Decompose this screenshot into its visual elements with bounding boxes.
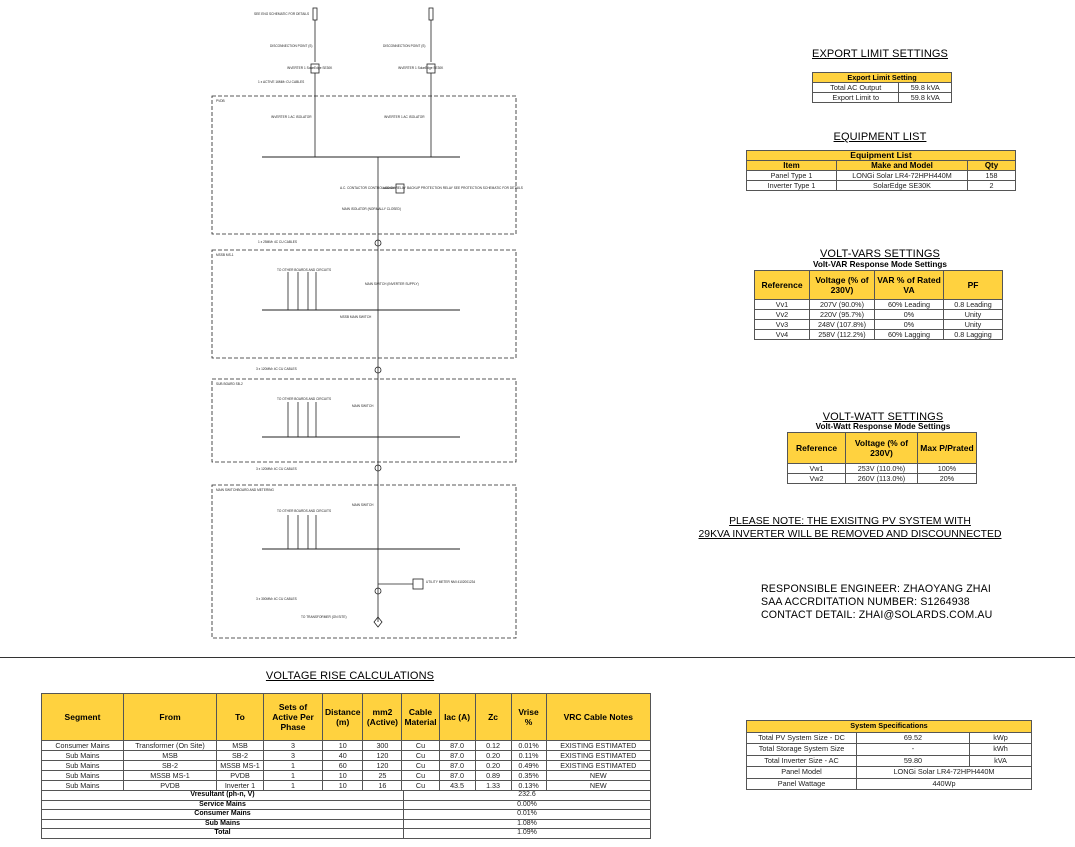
sld-label-mssb: MSSB MS-1 (216, 253, 234, 257)
table-row (42, 771, 651, 781)
equipment-cell: Inverter Type 1 (747, 181, 837, 191)
vv-cell: 60% Lagging (875, 330, 944, 340)
vrc-cell: MSSB MS-1 (217, 761, 264, 771)
vv-header: PF (944, 271, 1003, 300)
equipment-cell: SolarEdge SE30K (837, 181, 968, 191)
vrc-cell: 3 (264, 751, 323, 761)
table-row (788, 474, 977, 484)
vv-cell: Vv3 (755, 320, 810, 330)
vrc-cell: Cu (402, 781, 439, 791)
vv-cell: 0% (875, 320, 944, 330)
vrc-cell: Sub Mains (42, 781, 124, 791)
sld-label-msb: MAIN SWITCHBOARD AND METERING (216, 488, 274, 492)
sld-label-sb2: SUB BOARD SB-2 (216, 382, 243, 386)
vrc-cell: Cu (402, 761, 439, 771)
vv-cell: Vv1 (755, 300, 810, 310)
summary-value: 1.08% (404, 819, 651, 829)
vrc-cell: 87.0 (439, 751, 475, 761)
vrc-cell: MSB (217, 741, 264, 751)
section-divider (0, 657, 1075, 658)
table-row (747, 767, 1032, 779)
system-label: Total PV System Size - DC (747, 732, 857, 744)
vrc-cell: 40 (323, 751, 363, 761)
vrc-cell: 0.49% (511, 761, 546, 771)
sld-label-protection: BACKUP PROTECTION RELAY SEE PROTECTION SCHEMATIC FOR DETAILS (407, 186, 523, 190)
table-row (755, 310, 1003, 320)
equipment-list-heading: EQUIPMENT LIST (833, 131, 927, 143)
vw-cell: Vw1 (788, 464, 846, 474)
vrc-header: From (124, 694, 217, 741)
table-row (42, 810, 651, 820)
vv-cell: Vv2 (755, 310, 810, 320)
vrc-cell: 120 (363, 761, 402, 771)
vrc-cell: 0.20 (475, 751, 511, 761)
vrc-header: Distance (m) (323, 694, 363, 741)
vrc-cell: Cu (402, 771, 439, 781)
vrc-cell: MSB (124, 751, 217, 761)
table-row (813, 83, 952, 93)
sld-label-main-switch-2: MAIN SWITCH (352, 404, 374, 408)
vrc-cell: MSSB MS-1 (124, 771, 217, 781)
table-row (42, 741, 651, 751)
vw-header: Voltage (% of 230V) (846, 433, 918, 464)
summary-label: Sub Mains (42, 819, 404, 829)
vrc-header: Vrise % (511, 694, 546, 741)
table-row (788, 464, 977, 474)
table-row (747, 755, 1032, 767)
vrc-cell: PVDB (217, 771, 264, 781)
vrc-cell: EXISTING ESTIMATED (546, 751, 650, 761)
vv-cell: 220V (95.7%) (810, 310, 875, 320)
export-row-label: Export Limit to (813, 93, 899, 103)
engineer-contact: CONTACT DETAIL: ZHAI@SOLARDS.COM.AU (761, 609, 993, 621)
table-row (755, 300, 1003, 310)
vrc-cell: Consumer Mains (42, 741, 124, 751)
vrc-cell: 87.0 (439, 741, 475, 751)
summary-label: Service Mains (42, 800, 404, 810)
vrc-cell: EXISTING ESTIMATED (546, 761, 650, 771)
vrc-cell: 300 (363, 741, 402, 751)
equipment-table (746, 150, 1016, 191)
vv-cell: Unity (944, 320, 1003, 330)
system-label: Total Inverter Size - AC (747, 755, 857, 767)
sld-label-cable-2: 1 x 25MM² 4C CU CABLES (258, 240, 297, 244)
vv-cell: 0.8 Leading (944, 300, 1003, 310)
summary-value: 0.00% (404, 800, 651, 810)
table-row (42, 791, 651, 801)
sld-label-inverter-right: INVERTER 1 SolarEdge SE30K (398, 66, 444, 70)
system-unit: kWp (970, 732, 1032, 744)
vrc-cell: 0.11% (511, 751, 546, 761)
vw-header: Reference (788, 433, 846, 464)
vv-cell: 248V (107.8%) (810, 320, 875, 330)
vrc-cell: 0.12 (475, 741, 511, 751)
vrc-header: Sets of Active Per Phase (264, 694, 323, 741)
vv-cell: 0.8 Lagging (944, 330, 1003, 340)
equipment-cell: 158 (968, 171, 1016, 181)
note-line: 29KVA INVERTER WILL BE REMOVED AND DISCOUNNECTED (698, 528, 1002, 540)
system-value: 59.80 (857, 755, 970, 767)
table-row (42, 829, 651, 839)
vrc-cell: NEW (546, 771, 650, 781)
sld-label-inverter-left: INVERTER 1 SolarEdge SE30K (287, 66, 333, 70)
vrc-header: VRC Cable Notes (546, 694, 650, 741)
summary-value: 232.6 (404, 791, 651, 801)
vrc-cell: Sub Mains (42, 761, 124, 771)
voltage-rise-table (41, 693, 651, 791)
volt-watt-table (787, 432, 977, 484)
vrc-cell: 87.0 (439, 761, 475, 771)
vrc-cell: 60 (323, 761, 363, 771)
vrc-cell: SB-2 (124, 761, 217, 771)
sld-label-main-isolator: MAIN ISOLATOR (NORMALLY CLOSED) (342, 207, 401, 211)
vrc-cell: 1.33 (475, 781, 511, 791)
vv-cell: Vv4 (755, 330, 810, 340)
sld-label-transformer: TO TRANSFORMER (ON SITE) (301, 615, 347, 619)
vv-cell: Unity (944, 310, 1003, 320)
note-line: PLEASE NOTE: THE EXISITNG PV SYSTEM WITH (729, 516, 971, 527)
vrc-header: Iac (A) (439, 694, 475, 741)
table-row (747, 181, 1016, 191)
system-value: 440Wp (857, 778, 1032, 790)
sld-label-conn-left: DISCONNECTION POINT (S) (270, 44, 313, 48)
sld-label-main-switch-3: MAIN SWITCH (352, 503, 374, 507)
vv-header: Reference (755, 271, 810, 300)
vrc-cell: 0.20 (475, 761, 511, 771)
sld-label-other-1: TO OTHER BOARDS AND CIRCUITS (277, 268, 332, 272)
vrc-cell: 0.35% (511, 771, 546, 781)
table-row (747, 171, 1016, 181)
equipment-cell: Panel Type 1 (747, 171, 837, 181)
system-value: - (857, 744, 970, 756)
summary-label: Consumer Mains (42, 810, 404, 820)
vw-header: Max P/Prated (918, 433, 977, 464)
volt-var-heading: VOLT-VARS SETTINGS (820, 248, 940, 260)
table-row (747, 732, 1032, 744)
vrc-cell: SB-2 (217, 751, 264, 761)
sld-label-cable-3: 3 x 120MM² 4C CU CABLES (256, 367, 297, 371)
vw-cell: 253V (110.0%) (846, 464, 918, 474)
summary-label: Total (42, 829, 404, 839)
vrc-cell: 10 (323, 781, 363, 791)
sld-label-main-switch-1: MAIN SWITCH (INVERTER SUPPLY) (365, 282, 419, 286)
sld-label-cable-5: 3 x 300MM² 4C CU CABLES (256, 597, 297, 601)
system-value: 69.52 (857, 732, 970, 744)
single-line-diagram (0, 0, 540, 650)
system-specifications-table (746, 720, 1032, 790)
vrc-cell: 87.0 (439, 771, 475, 781)
export-row-value: 59.8 kVA (899, 83, 952, 93)
vrc-cell: 0.89 (475, 771, 511, 781)
engineer-name: RESPONSIBLE ENGINEER: ZHAOYANG ZHAI (761, 583, 991, 595)
volt-var-table (754, 270, 1003, 340)
table-row (42, 761, 651, 771)
vrc-header: Segment (42, 694, 124, 741)
sld-label-mssb-main: MSSB MAIN SWITCH (340, 315, 372, 319)
vrc-cell: PVDB (124, 781, 217, 791)
vw-cell: Vw2 (788, 474, 846, 484)
table-row (747, 778, 1032, 790)
export-limit-caption: Export Limit Setting (813, 73, 952, 83)
vv-cell: 0% (875, 310, 944, 320)
table-row (755, 330, 1003, 340)
table-row (747, 744, 1032, 756)
vrc-cell: 10 (323, 771, 363, 781)
sld-label-top: SEE ENG SCHEMATIC FOR DETAILS (254, 12, 310, 16)
sld-label-pvdb: PVDB (216, 99, 225, 103)
summary-value: 1.09% (404, 829, 651, 839)
vrc-cell: 16 (363, 781, 402, 791)
vv-cell: 258V (112.2%) (810, 330, 875, 340)
vrc-cell: Transformer (On Site) (124, 741, 217, 751)
system-value: LONGi Solar LR4-72HPH440M (857, 767, 1032, 779)
vrc-cell: 43.5 (439, 781, 475, 791)
vrc-cell: Inverter 1 (217, 781, 264, 791)
vrc-cell: 0.13% (511, 781, 546, 791)
system-label: Panel Model (747, 767, 857, 779)
vrc-cell: Sub Mains (42, 751, 124, 761)
table-row (42, 751, 651, 761)
export-limit-table (812, 72, 952, 103)
vrc-cell: 1 (264, 781, 323, 791)
engineer-accreditation: SAA ACCRDITATION NUMBER: S1264938 (761, 596, 970, 608)
sld-label-other-2: TO OTHER BOARDS AND CIRCUITS (277, 397, 332, 401)
sld-label-isolator-right: INVERTER 1 AC ISOLATOR (384, 115, 425, 119)
removal-note (680, 516, 1020, 541)
summary-label: Vresultant (ph-n, V) (42, 791, 404, 801)
engineer-details (761, 583, 992, 622)
export-limit-heading: EXPORT LIMIT SETTINGS (812, 48, 948, 60)
vv-header: VAR % of Rated VA (875, 271, 944, 300)
sld-label-cable-4: 3 x 120MM² 4C CU CABLES (256, 467, 297, 471)
vrc-cell: 25 (363, 771, 402, 781)
equipment-header-qty: Qty (968, 161, 1016, 171)
sld-label-conn-right: DISCONNECTION POINT (S) (383, 44, 426, 48)
vrc-cell: 1 (264, 761, 323, 771)
system-label: Panel Wattage (747, 778, 857, 790)
sld-label-meter: UTILITY METER NMI 4102001234 (426, 580, 476, 584)
vrc-cell: Sub Mains (42, 771, 124, 781)
vrc-cell: 0.01% (511, 741, 546, 751)
vw-cell: 260V (113.0%) (846, 474, 918, 484)
vv-cell: 207V (90.0%) (810, 300, 875, 310)
vv-header: Voltage (% of 230V) (810, 271, 875, 300)
table-row (42, 781, 651, 791)
system-caption: System Specifications (747, 721, 1032, 733)
volt-watt-heading: VOLT-WATT SETTINGS (822, 411, 944, 423)
table-row (755, 320, 1003, 330)
system-unit: kWh (970, 744, 1032, 756)
table-row (813, 93, 952, 103)
equipment-header-model: Make and Model (837, 161, 968, 171)
system-label: Total Storage System Size (747, 744, 857, 756)
voltage-rise-summary (41, 790, 651, 839)
sld-label-isolator-left: INVERTER 1 AC ISOLATOR (271, 115, 312, 119)
table-row (42, 800, 651, 810)
vrc-cell: NEW (546, 781, 650, 791)
system-unit: kVA (970, 755, 1032, 767)
equipment-cell: 2 (968, 181, 1016, 191)
vrc-cell: 1 (264, 771, 323, 781)
equipment-caption: Equipment List (747, 151, 1016, 161)
sld-label-cable-1: 1 x ACTIVE 16MM² CU CABLES (258, 80, 305, 84)
equipment-cell: LONGi Solar LR4-72HPH440M (837, 171, 968, 181)
voltage-rise-heading: VOLTAGE RISE CALCULATIONS (265, 670, 435, 682)
vrc-cell: Cu (402, 741, 439, 751)
vrc-cell: 120 (363, 751, 402, 761)
vv-cell: 60% Leading (875, 300, 944, 310)
vrc-header: mm2 (Active) (363, 694, 402, 741)
vw-cell: 100% (918, 464, 977, 474)
summary-value: 0.01% (404, 810, 651, 820)
vrc-cell: 10 (323, 741, 363, 751)
vrc-cell: Cu (402, 751, 439, 761)
vrc-cell: 3 (264, 741, 323, 751)
vrc-header: To (217, 694, 264, 741)
equipment-header-item: Item (747, 161, 837, 171)
vw-cell: 20% (918, 474, 977, 484)
vrc-cell: EXISTING ESTIMATED (546, 741, 650, 751)
export-row-value: 59.8 kVA (899, 93, 952, 103)
table-row (42, 819, 651, 829)
volt-var-subheading: Volt-VAR Response Mode Settings (813, 260, 947, 269)
volt-watt-subheading: Volt-Watt Response Mode Settings (815, 422, 951, 431)
vrc-header: Zc (475, 694, 511, 741)
vrc-header: Cable Material (402, 694, 439, 741)
sld-label-other-3: TO OTHER BOARDS AND CIRCUITS (277, 509, 332, 513)
export-row-label: Total AC Output (813, 83, 899, 93)
sld-label-contactor: A.C. CONTACTOR CONTROLLED BY RELAY (340, 186, 406, 190)
